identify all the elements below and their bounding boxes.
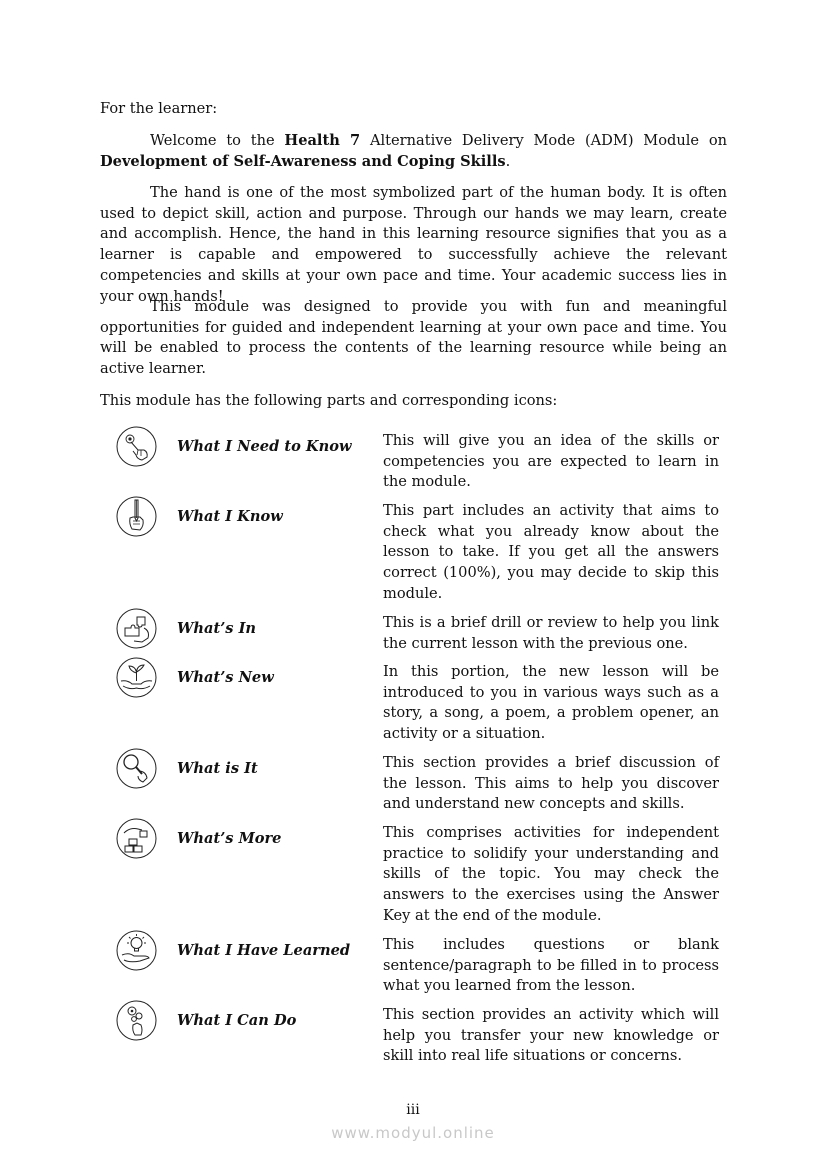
part-description: This is a brief drill or review to help you link the current lesson with the previous one. [383, 614, 719, 652]
hand-with-magnifier-icon [116, 748, 157, 789]
part-description: This part includes an activity that aims to check what you already know about the lesson to take. If you get all the answers correct (100%), you may decide to skip this module. [383, 502, 719, 602]
welcome-text-post: . [505, 152, 511, 170]
hand-stacking-blocks-icon [116, 818, 157, 859]
part-label: What is It [177, 760, 258, 777]
part-label: What’s More [177, 830, 282, 847]
welcome-text-mid: Alternative Delivery Mode (ADM) Module on [360, 132, 728, 149]
subject-name: Health 7 [284, 132, 361, 149]
part-description: This section provides a brief discussion of the lesson. This aims to help you discover and understand new concepts and skills. [383, 754, 719, 813]
part-label: What I Know [177, 508, 283, 525]
part-label: What I Need to Know [177, 438, 352, 455]
part-label: What’s New [177, 669, 274, 686]
hand-paragraph: The hand is one of the most symbolized part of the human body. It is often used to depict skill, action and purpose. Through our hands we may learn, create and accomplish. Hence, the hand in this learning resource signifies that you as a learner is capable and empowered to successfully achieve the relevant competencies and skills at your own pace and time. Your academic success lies in your own hands! [100, 184, 727, 305]
part-description: This section provides an activity which will help you transfer your new knowledge or skill into real life situations or concerns. [383, 1006, 719, 1065]
welcome-text-pre: Welcome to the [150, 132, 285, 149]
welcome-paragraph [100, 131, 727, 172]
hand-with-gears-icon [116, 1000, 157, 1041]
part-description: This includes questions or blank sentence/paragraph to be filled in to process what you learned from the lesson. [383, 936, 719, 995]
pointing-hand-icon [116, 426, 157, 467]
design-paragraph: This module was designed to provide you with fun and meaningful opportunities for guided and independent learning at your own pace and time. You will be enabled to process the contents of the learning resource while being an active learner. [100, 298, 727, 378]
part-description: This comprises activities for independent practice to solidify your understanding and skills of the topic. You may check the answers to the exercises using the Answer Key at the end of the module. [383, 824, 719, 924]
part-description: This will give you an idea of the skills or competencies you are expected to learn in the module. [383, 432, 719, 491]
hand-with-lightbulb-icon [116, 930, 157, 971]
watermark: www.modyul.online [331, 1124, 495, 1142]
part-label: What I Can Do [177, 1012, 297, 1029]
hands-with-sprout-icon [116, 657, 157, 698]
module-title: Development of Self-Awareness and Coping Skills [100, 152, 506, 170]
greeting: For the learner: [100, 100, 218, 117]
part-label: What I Have Learned [177, 942, 351, 959]
parts-intro: This module has the following parts and corresponding icons: [100, 392, 558, 409]
hand-holding-pencil-icon [116, 496, 157, 537]
hand-with-puzzle-icon [116, 608, 157, 649]
part-label: What’s In [177, 620, 257, 637]
part-description: In this portion, the new lesson will be introduced to you in various ways such as a story, a song, a poem, a problem opener, an activity or a situation. [383, 663, 719, 743]
page-number: iii [406, 1102, 420, 1118]
